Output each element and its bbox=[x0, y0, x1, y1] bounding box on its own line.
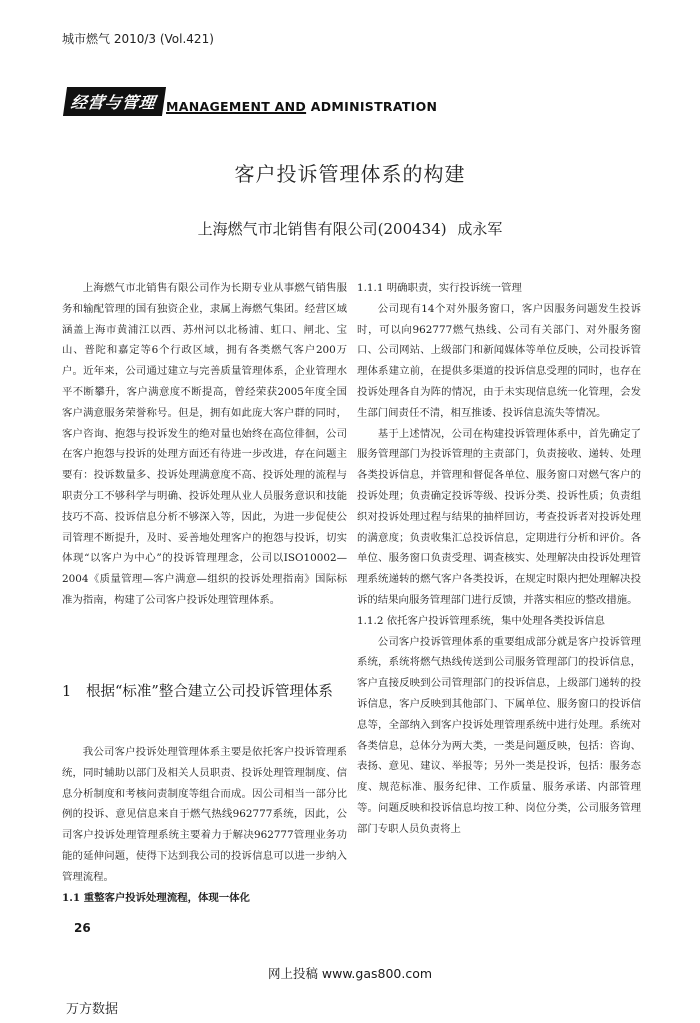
paragraph-1-1-1b: 基于上述情况，公司在构建投诉管理体系中，首先确定了服务管理部门为投诉管理的主责部门，负责接收、递转、处理各类投诉信息，并管理和督促各单位、服务窗口对燃气客户的投诉处理；负责确定投诉等级、投诉分类、投诉性质；负责组织对投诉处理过程与结果的抽样回访，考查投诉者对投诉处理的满意度；负责收集汇总投诉信息，定期进行分析和评价。各单位、服务窗口负责受理、调查核实、处理解决由投诉处理管理系统递转的燃气客户各类投诉，在规定时限内把处理解决投诉的结果向服务管理部门进行反馈，并落实相应的整改措施。 bbox=[357, 427, 641, 606]
paragraph-1-1-2: 公司客户投诉管理体系的重要组成部分就是客户投诉管理系统，系统将燃气热线传送到公司服务管理部门的投诉信息，客户直接反映到公司管理部门的投诉信息，上级部门递转的投诉信息，客户反映到其他部门、下属单位、服务窗口的投诉信息等，全部纳入到客户投诉处理管理系统中进行处理。系统对各类信息，总体分为两大类，一类是问题反映，包括：咨询、表扬、意见、建议、举报等；另外一类是投诉，包括：服务态度、规范标准、服务纪律、工作质量、服务承诺、内部管理等。问题反映和投诉信息均按工种、岗位分类，公司服务管理部门专职人员负责将上 bbox=[357, 635, 641, 835]
column-label-en-underlined: MANAGEMENT AND bbox=[166, 99, 307, 114]
column-banner bbox=[65, 90, 437, 116]
column-label-cn: 经营与管理 bbox=[63, 87, 166, 116]
watermark-text: 万方数据 bbox=[66, 1002, 119, 1017]
article-author: 上海燃气市北销售有限公司(200434) 成永军 bbox=[197, 220, 503, 238]
subsection-1-1-2-heading: 1.1.2 依托客户投诉管理系统，集中处理各类投诉信息 bbox=[357, 614, 605, 627]
left-column-section1 bbox=[62, 742, 347, 908]
paragraph-1-1-1a: 公司现有14个对外服务窗口，客户因服务问题发生投诉时，可以向962777燃气热线、公司有关部门、对外服务窗口、公司网站、上级部门和新闻媒体等单位反映，公司投诉管理体系建立前，在提供多渠道的投诉信息受理的同时，也存在投诉处理各自为阵的情况，由于未实现信息统一化管理，会发生部门间责任不清，相互推诿、投诉信息流失等情况。 bbox=[357, 302, 641, 419]
footer-submission: 网上投稿 www.gas800.com bbox=[267, 966, 433, 981]
column-label-en-rest: ADMINISTRATION bbox=[306, 99, 438, 114]
page-number: 26 bbox=[74, 921, 91, 935]
running-head: 城市燃气 2010/3 (Vol.421) bbox=[62, 32, 214, 46]
left-column-intro bbox=[62, 278, 347, 611]
subsection-1-1-1-heading: 1.1.1 明确职责，实行投诉统一管理 bbox=[357, 282, 522, 294]
subsection-1-1-heading: 1.1 重整客户投诉处理流程，体现一体化 bbox=[62, 891, 250, 904]
article-title: 客户投诉管理体系的构建 bbox=[234, 162, 466, 186]
column-label-en bbox=[166, 99, 437, 116]
intro-paragraph: 上海燃气市北销售有限公司作为长期专业从事燃气销售服务和输配管理的国有独资企业，隶属上海燃气集团。经营区域涵盖上海市黄浦江以西、苏州河以北杨浦、虹口、闸北、宝山、普陀和嘉定等6个行政区域，拥有各类燃气客户200万户。近年来，公司通过建立与完善质量管理体系，企业管理水平不断攀升，客户满意度不断提高，曾经荣获2005年度全国客户满意服务荣誉称号。但是，拥有如此庞大客户群的同时，客户咨询、抱怨与投诉发生的绝对量也始终在高位徘徊，公司在客户抱怨与投诉的处理方面还有待进一步改进，存在问题主要有：投诉数量多、投诉处理满意度不高、投诉处理的流程与职责分工不够科学与明确、投诉处理从业人员服务意识和技能技巧不高、投诉信息分析不够深入等，因此，为进一步促使公司管理不断提升，及时、妥善地处理客户的抱怨与投诉，切实体现“以客户为中心”的投诉管理理念，公司以ISO10002—2004《质量管理—客户满意—组织的投诉处理指南》国际标准为指南，构建了公司客户投诉处理管理体系。 bbox=[62, 282, 347, 606]
section-number: 1 bbox=[62, 684, 72, 700]
section1-paragraph: 我公司客户投诉处理管理体系主要是依托客户投诉管理系统，同时辅助以部门及相关人员职责、投诉处理管理制度、信息分析制度和考核问责制度等组合而成。因公司相当一部分比例的投诉、意见信息来自于燃气热线962777系统，因此，公司客户投诉处理管理系统主要着力于解决962777管理业务功能的延伸问题，使得下达到我公司的投诉信息可以进一步纳入管理流程。 bbox=[62, 746, 347, 883]
right-column bbox=[357, 278, 641, 840]
section-title: 根据“标准”整合建立公司投诉管理体系 bbox=[86, 684, 333, 700]
section-1-heading bbox=[62, 682, 347, 702]
